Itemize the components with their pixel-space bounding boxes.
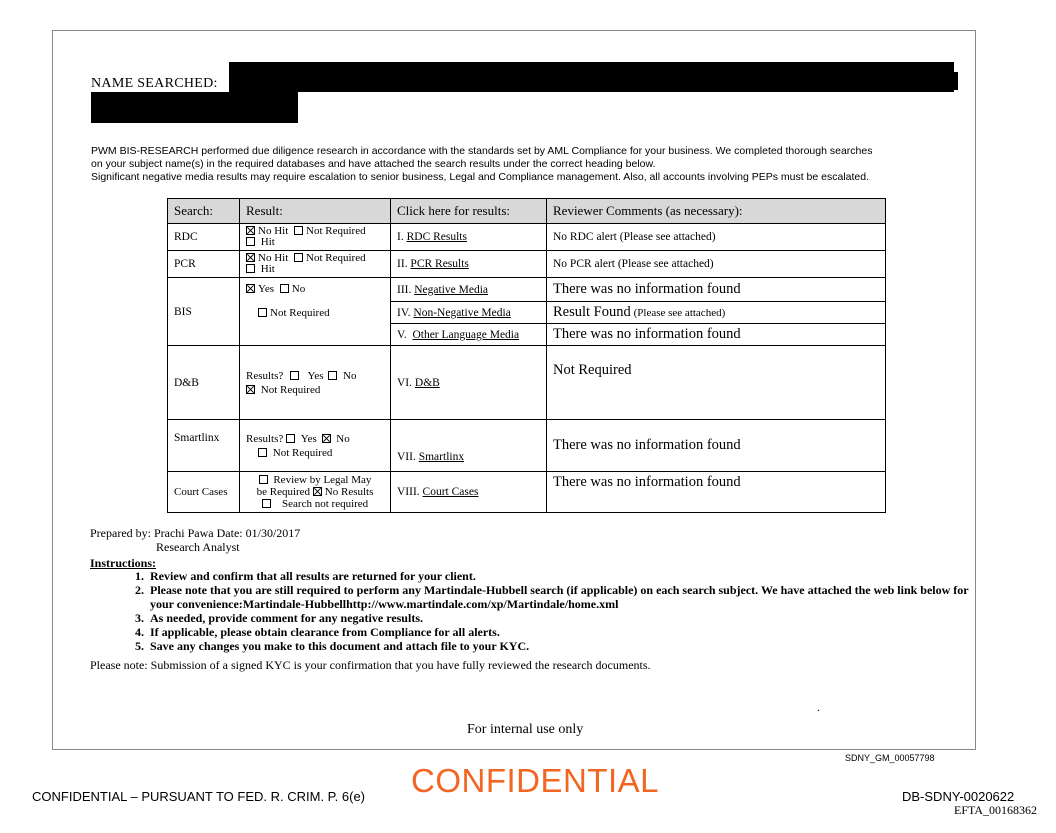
link-number: I. bbox=[397, 231, 404, 243]
comment-cell: There was no information found bbox=[547, 420, 886, 472]
link-cell bbox=[391, 224, 547, 251]
court-cases-link[interactable]: Court Cases bbox=[422, 486, 479, 498]
link-number: VIII. bbox=[397, 486, 420, 498]
col-header-result: Result: bbox=[240, 199, 391, 224]
table-row-smartlinx bbox=[168, 420, 886, 472]
prepared-by bbox=[90, 526, 300, 554]
negative-media-link[interactable]: Negative Media bbox=[414, 283, 489, 296]
option-label: No bbox=[343, 369, 357, 382]
search-cell: PCR bbox=[168, 251, 240, 278]
comment-cell: Not Required bbox=[547, 346, 886, 420]
checkbox-checked[interactable] bbox=[246, 385, 255, 394]
intro-line: on your subject name(s) in the required databases and have attached the search results under the correct heading below. bbox=[91, 158, 656, 170]
bates-number: DB-SDNY-0020622 bbox=[902, 789, 1015, 804]
checkbox[interactable] bbox=[286, 434, 295, 443]
results-table bbox=[167, 198, 886, 513]
option-label: Hit bbox=[260, 263, 275, 275]
link-cell bbox=[391, 251, 547, 278]
rdc-results-link[interactable]: RDC Results bbox=[406, 231, 467, 243]
comment-note: (Please see attached) bbox=[633, 307, 726, 319]
result-cell bbox=[240, 346, 391, 420]
search-cell: D&B bbox=[168, 346, 240, 420]
search-cell: RDC bbox=[168, 224, 240, 251]
result-cell bbox=[240, 278, 391, 346]
submission-note: Please note: Submission of a signed KYC is your confirmation that you have fully reviewed the research documents. bbox=[90, 658, 651, 672]
link-cell bbox=[391, 472, 547, 513]
list-item: 1. Review and confirm that all results are returned for your client. bbox=[147, 569, 980, 583]
checkbox[interactable] bbox=[258, 448, 267, 457]
link-cell bbox=[391, 302, 547, 324]
checkbox[interactable] bbox=[328, 371, 337, 380]
option-label: Not Required bbox=[260, 383, 321, 396]
checkbox[interactable] bbox=[294, 226, 303, 235]
smartlinx-link[interactable]: Smartlinx bbox=[418, 451, 465, 463]
col-header-links: Click here for results: bbox=[391, 199, 547, 224]
intro-line: PWM BIS-RESEARCH performed due diligence research in accordance with the standards set by AML Compliance for your business. We completed thorough searches bbox=[91, 145, 873, 157]
link-number: III. bbox=[397, 283, 412, 296]
search-cell: BIS bbox=[168, 278, 240, 346]
option-label: No Hit bbox=[258, 225, 289, 237]
comment-cell: There was no information found bbox=[547, 324, 886, 346]
checkbox-checked[interactable] bbox=[246, 226, 255, 235]
link-number: V. bbox=[397, 328, 407, 341]
table-row-db bbox=[168, 346, 886, 420]
option-label: be Required bbox=[256, 486, 311, 498]
stray-dot: . bbox=[817, 700, 820, 714]
link-cell bbox=[391, 420, 547, 472]
table-row-bis bbox=[168, 278, 886, 302]
redaction-bar bbox=[950, 72, 958, 90]
redaction-bar bbox=[91, 92, 298, 123]
option-label: Not Required bbox=[306, 252, 366, 264]
checkbox[interactable] bbox=[258, 308, 267, 317]
link-cell bbox=[391, 278, 547, 302]
pcr-results-link[interactable]: PCR Results bbox=[410, 258, 469, 270]
option-label: Yes bbox=[258, 283, 275, 295]
comment-main: Result Found bbox=[553, 304, 631, 320]
list-item: 2. Please note that you are still required to perform any Martindale-Hubbell search (if applicable) on each search subject. We have attached the web link below for your convenience:Martindale-Hubbellhttp://www.martindale.com/xp/Martindale/home.xml bbox=[147, 583, 980, 611]
checkbox[interactable] bbox=[280, 284, 289, 293]
list-item: 4. If applicable, please obtain clearance from Compliance for all alerts. bbox=[147, 625, 980, 639]
intro-paragraph bbox=[91, 145, 971, 184]
comment-cell: There was no information found bbox=[547, 278, 886, 302]
checkbox[interactable] bbox=[246, 264, 255, 273]
option-label: No bbox=[291, 283, 306, 295]
option-label: Yes bbox=[300, 432, 317, 445]
option-label: No bbox=[336, 432, 350, 445]
internal-use-label: For internal use only bbox=[467, 722, 584, 737]
name-searched-label: NAME SEARCHED: bbox=[91, 76, 218, 91]
confidential-stamp: CONFIDENTIAL bbox=[411, 762, 660, 799]
option-label: Hit bbox=[260, 236, 275, 248]
prepared-line: Prepared by: Prachi Pawa Date: 01/30/2017 bbox=[90, 526, 301, 540]
redaction-bar bbox=[229, 62, 954, 92]
result-cell bbox=[240, 224, 391, 251]
link-cell bbox=[391, 346, 547, 420]
checkbox[interactable] bbox=[246, 237, 255, 246]
non-negative-media-link[interactable]: Non-Negative Media bbox=[413, 306, 511, 319]
efta-number: EFTA_00168362 bbox=[954, 803, 1038, 817]
checkbox[interactable] bbox=[294, 253, 303, 262]
search-cell: Court Cases bbox=[168, 472, 240, 513]
db-link[interactable]: D&B bbox=[414, 376, 440, 389]
link-cell bbox=[391, 324, 547, 346]
other-language-media-link[interactable]: Other Language Media bbox=[412, 328, 520, 341]
option-label: Not Required bbox=[270, 307, 330, 319]
comment-cell: There was no information found bbox=[547, 472, 886, 513]
table-row-court bbox=[168, 472, 886, 513]
result-cell bbox=[240, 420, 391, 472]
instructions-list bbox=[90, 569, 980, 653]
instructions-heading: Instructions: bbox=[90, 556, 157, 570]
comment-cell: No RDC alert (Please see attached) bbox=[547, 224, 886, 251]
comment-cell: No PCR alert (Please see attached) bbox=[547, 251, 886, 278]
checkbox-checked[interactable] bbox=[246, 253, 255, 262]
option-label: No Results bbox=[324, 486, 374, 498]
option-label: Not Required bbox=[272, 446, 333, 459]
link-number: VII. bbox=[397, 451, 416, 463]
option-label: Results? bbox=[246, 369, 284, 382]
table-row-pcr bbox=[168, 251, 886, 278]
link-number: IV. bbox=[397, 306, 411, 319]
result-cell bbox=[240, 472, 391, 513]
checkbox-checked[interactable] bbox=[246, 284, 255, 293]
checkbox[interactable] bbox=[290, 371, 299, 380]
option-label: Yes bbox=[307, 369, 324, 382]
comment-cell bbox=[547, 302, 886, 324]
option-label: Results? bbox=[246, 432, 284, 445]
intro-line: Significant negative media results may require escalation to senior business, Legal and Compliance management. Also, all accounts involving PEPs must be escalated. bbox=[91, 171, 870, 183]
bates-number: SDNY_GM_00057798 bbox=[845, 753, 935, 763]
col-header-comments: Reviewer Comments (as necessary): bbox=[547, 199, 886, 224]
prepared-role: Research Analyst bbox=[156, 540, 240, 554]
result-cell bbox=[240, 251, 391, 278]
checkbox[interactable] bbox=[262, 499, 271, 508]
option-label: Search not required bbox=[282, 498, 369, 510]
confidential-notice: CONFIDENTIAL – PURSUANT TO FED. R. CRIM. P. 6(e) bbox=[32, 789, 366, 804]
link-number: VI. bbox=[397, 376, 413, 389]
col-header-search: Search: bbox=[168, 199, 240, 224]
list-item: 3. As needed, provide comment for any negative results. bbox=[147, 611, 980, 625]
option-label: No Hit bbox=[258, 252, 289, 264]
list-item: 5. Save any changes you make to this document and attach file to your KYC. bbox=[147, 639, 980, 653]
search-cell: Smartlinx bbox=[168, 420, 240, 472]
option-label: Review by Legal May bbox=[273, 474, 372, 486]
table-header-row bbox=[168, 199, 886, 224]
option-label: Not Required bbox=[306, 225, 366, 237]
link-number: II. bbox=[397, 258, 408, 270]
checkbox[interactable] bbox=[259, 475, 268, 484]
checkbox-checked[interactable] bbox=[322, 434, 331, 443]
checkbox-checked[interactable] bbox=[313, 487, 322, 496]
table-row-rdc bbox=[168, 224, 886, 251]
